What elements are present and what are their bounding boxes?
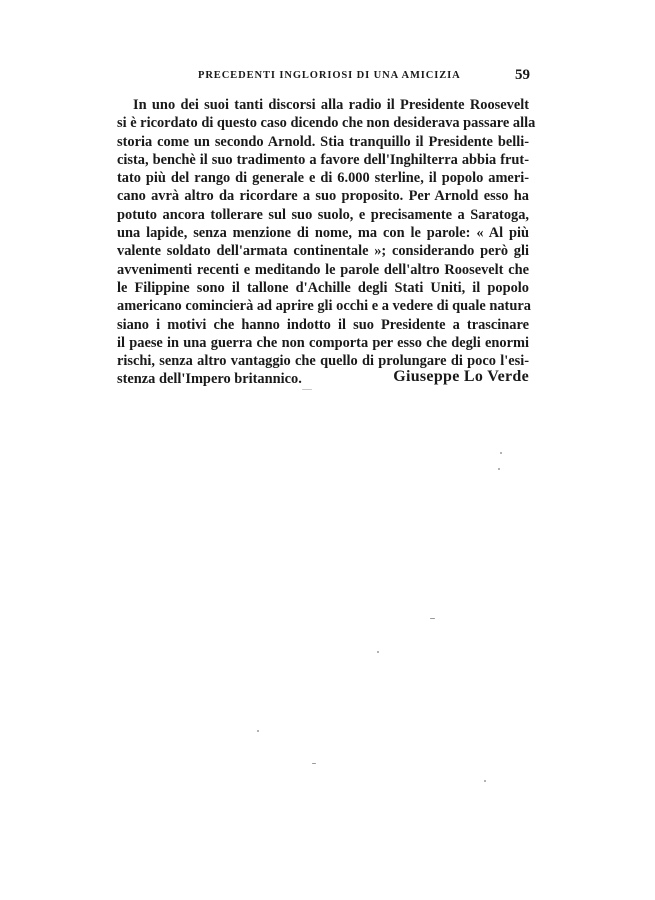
text-line: valente soldato dell'armata continentale »; considerando però gli [117,243,529,260]
running-header [120,68,530,86]
text-line: stenza dell'Impero britannico. [117,371,302,388]
text-line: avvenimenti recenti e meditando le parole dell'altro Roosevelt che [117,261,529,278]
scan-speck [312,763,316,764]
text-line: tato più del rango di generale e di 6.000 sterline, il popolo ameri- [117,170,529,187]
text-line: potuto ancora tollerare sul suo suolo, e precisamente a Saratoga, [117,206,529,223]
text-line: cista, benchè il suo tradimento a favore dell'Inghilterra abbia frut- [117,151,529,168]
body-paragraph [117,96,536,389]
text-line: storia come un secondo Arnold. Stia tranquillo il Presidente belli- [117,133,529,150]
text-line: rischi, senza altro vantaggio che quello di prolungare di poco l'esi- [117,353,529,370]
text-line: una lapide, senza menzione di nome, ma con le parole: « Al più [117,225,529,242]
scan-speck [498,468,500,470]
scan-speck [430,618,435,619]
text-line: cano avrà altro da ricordare a suo proposito. Per Arnold esso ha [117,188,529,205]
header-title: PRECEDENTI INGLORIOSI DI UNA AMICIZIA [198,70,461,81]
text-line: si è ricordato di questo caso dicendo che non desiderava passare alla [117,115,536,132]
text-line: le Filippine sono il tallone d'Achille degli Stati Uniti, il popolo [117,279,529,296]
scan-speck [500,452,502,454]
scan-speck [302,389,312,390]
author-signature: Giuseppe Lo Verde [393,368,529,385]
scan-speck [484,780,486,782]
text-line: In uno dei suoi tanti discorsi alla radio il Presidente Roosevelt [133,97,529,113]
text-line: americano comincierà ad aprire gli occhi e a vedere di quale natura [117,298,531,315]
scan-speck [377,651,379,653]
scan-speck [257,730,259,732]
text-line: il paese in una guerra che non comporta per esso che degli enormi [117,334,529,351]
text-line: siano i motivi che hanno indotto il suo Presidente a trascinare [117,316,529,333]
page-number: 59 [515,67,530,83]
